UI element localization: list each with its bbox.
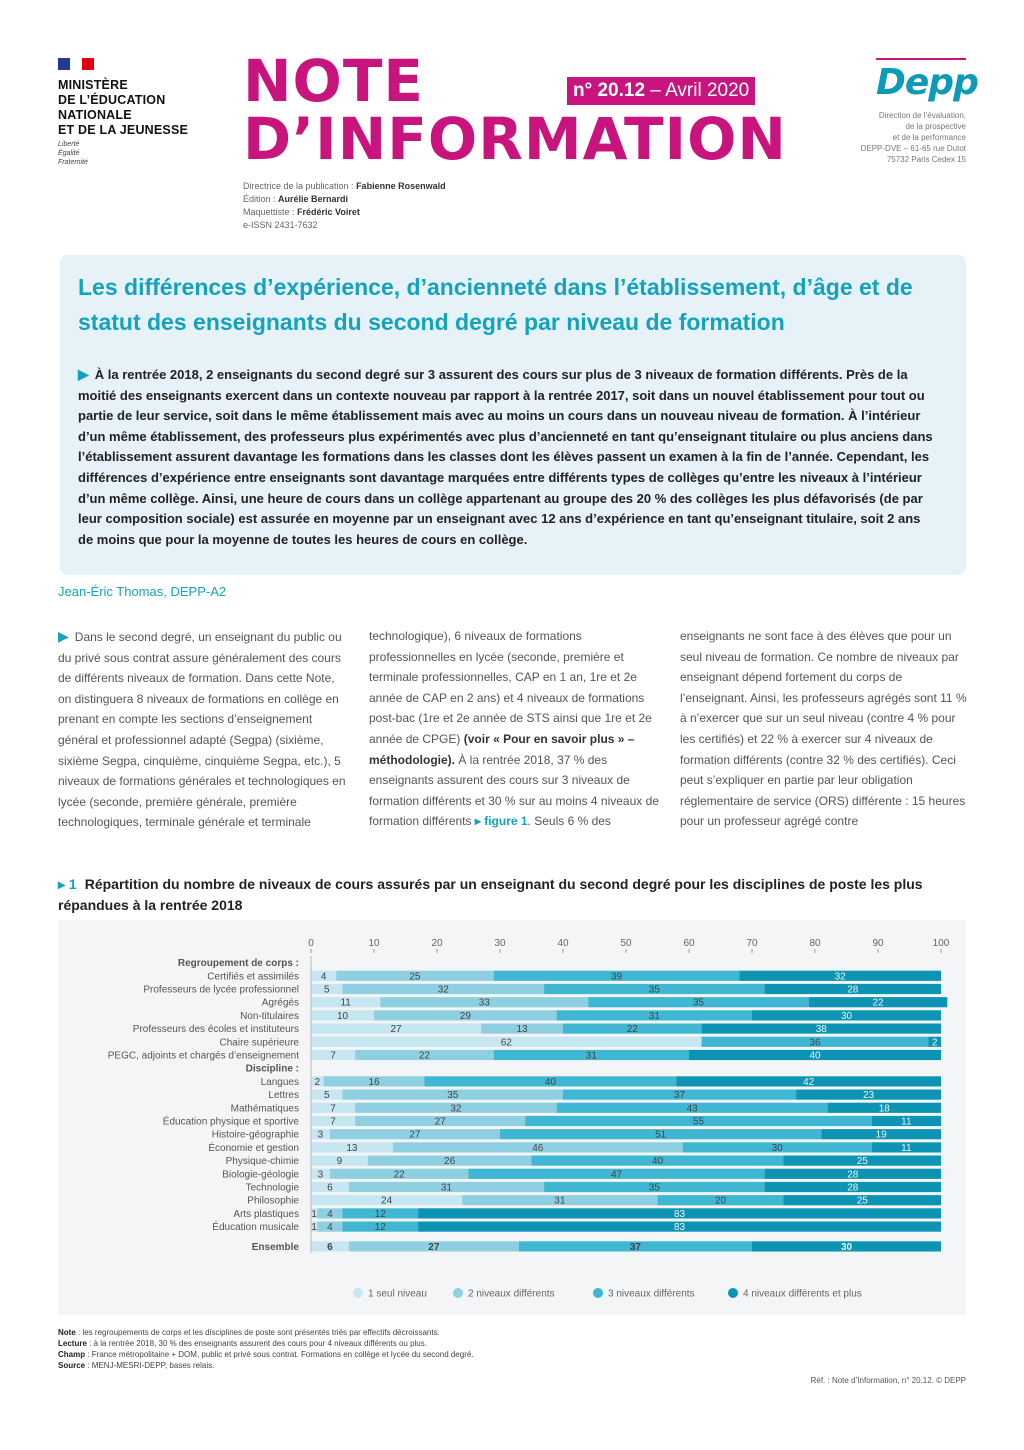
note-label: Note: [58, 1328, 76, 1337]
stacked-bar-chart: [58, 920, 966, 1315]
credit-value: Frédéric Voiret: [297, 207, 360, 217]
legend-swatch: [728, 1288, 738, 1298]
bar-value-label: 47: [610, 1169, 623, 1181]
row-label: Technologie: [245, 1182, 299, 1194]
row-label: Professeurs des écoles et instituteurs: [132, 1024, 299, 1036]
bar-value-label: 51: [655, 1129, 667, 1141]
article-author: Jean-Éric Thomas, DEPP-A2: [58, 584, 227, 599]
credit-label: Édition :: [243, 194, 279, 204]
x-tick-label: 10: [368, 938, 380, 949]
bar-value-label: 11: [901, 1142, 912, 1154]
bar-value-label: 22: [418, 1050, 430, 1062]
bar-value-label: 30: [840, 1241, 853, 1253]
note-line: [58, 1327, 966, 1338]
bar-value-label: 26: [444, 1156, 456, 1168]
bar-value-label: 1: [311, 1208, 317, 1220]
bar-value-label: 28: [847, 1182, 859, 1194]
ministry-line: MINISTÈRE: [58, 78, 128, 92]
bar-value-label: 3: [317, 1169, 324, 1181]
bar-value-label: 6: [327, 1241, 333, 1253]
bar-value-label: 11: [901, 1116, 912, 1128]
credit-label: Maquettiste :: [243, 207, 298, 217]
legend-swatch: [593, 1288, 603, 1298]
bar-value-label: 35: [447, 1090, 459, 1102]
note-label: Champ: [58, 1350, 86, 1359]
bar-value-label: 37: [673, 1090, 686, 1102]
note-line: [58, 1360, 966, 1371]
bar-value-label: 3: [317, 1129, 324, 1141]
address-line: et de la performance: [892, 133, 966, 142]
x-tick-label: 20: [431, 938, 443, 949]
figure-notes: [58, 1327, 966, 1371]
bar-value-label: 7: [330, 1050, 336, 1062]
row-label: Éducation musicale: [212, 1222, 299, 1234]
address-line: DEPP-DVE – 61-65 rue Dutot: [860, 144, 966, 153]
body-column-1: [58, 626, 348, 833]
bar-value-label: 2: [314, 1076, 321, 1088]
bar-value-label: 27: [390, 1024, 402, 1036]
bar-value-label: 32: [834, 971, 846, 983]
bar-value-label: 5: [323, 984, 330, 996]
row-label: Physique-chimie: [225, 1156, 299, 1168]
bar-value-label: 55: [692, 1116, 705, 1128]
row-label: Mathématiques: [230, 1103, 299, 1115]
row-label: Économie et gestion: [208, 1142, 299, 1154]
row-label: Chaire supérieure: [219, 1037, 299, 1049]
bar-value-label: 22: [872, 997, 884, 1009]
bar-value-label: 28: [847, 984, 859, 996]
publication-credits: [243, 180, 446, 232]
bar-value-label: 31: [648, 1010, 660, 1022]
bar-value-label: 12: [374, 1222, 386, 1234]
note-label: Source: [58, 1361, 86, 1370]
figure-1-link[interactable]: ▸ figure 1: [474, 814, 528, 829]
triangle-bullet-icon: ▶: [78, 366, 89, 382]
triangle-bullet-icon: ▶: [58, 628, 69, 644]
publication-title: [243, 47, 787, 173]
x-tick-label: 40: [557, 938, 569, 949]
x-tick-label: 50: [620, 938, 632, 949]
row-label: Ensemble: [251, 1241, 299, 1253]
motto-line: Égalité: [58, 150, 80, 157]
bar-value-label: 4: [320, 971, 327, 983]
bar-value-label: 31: [554, 1195, 566, 1207]
legend-label: 2 niveaux différents: [468, 1288, 555, 1300]
row-label: Langues: [260, 1076, 299, 1088]
column-text: À la rentrée 2018, 37 % des enseignants assurent des cours sur 3 niveaux de formation différents et 30 % sur au moins 4 niveaux de formation différents: [369, 752, 659, 829]
credit-line: [243, 180, 446, 193]
credit-line: [243, 193, 446, 206]
issue-date: – Avril 2020: [645, 80, 750, 101]
legend-label: 3 niveaux différents: [608, 1288, 695, 1300]
bar-value-label: 40: [809, 1050, 821, 1062]
bar-value-label: 16: [368, 1076, 380, 1088]
page-reference: Réf. : Note d’Information, n° 20.12. © DEPP: [810, 1376, 966, 1385]
bar-value-label: 27: [409, 1129, 421, 1141]
bar-value-label: 7: [330, 1103, 336, 1115]
x-tick-label: 30: [494, 938, 506, 949]
credit-line: [243, 219, 446, 232]
bar-value-label: 33: [478, 997, 490, 1009]
bar-value-label: 25: [856, 1195, 868, 1207]
bar-value-label: 13: [516, 1024, 528, 1036]
bar-value-label: 62: [500, 1037, 512, 1049]
bar-value-label: 35: [648, 1182, 660, 1194]
bar-value-label: 20: [714, 1195, 727, 1207]
row-label: Professeurs de lycée professionnel: [143, 984, 299, 996]
row-label: Philosophie: [247, 1195, 299, 1207]
note-text: : à la rentrée 2018, 30 % des enseignants assurent des cours pour 4 niveaux différents ou plus.: [86, 1339, 427, 1348]
bar-value-label: 43: [686, 1103, 698, 1115]
bar-value-label: 4: [327, 1222, 333, 1234]
row-label: Arts plastiques: [233, 1208, 299, 1220]
depp-logo: Depp: [876, 62, 978, 103]
bar-value-label: 25: [856, 1156, 868, 1168]
credit-line: [243, 206, 446, 219]
bar-value-label: 40: [651, 1156, 664, 1168]
x-tick-label: 60: [683, 938, 695, 949]
abstract-text: À la rentrée 2018, 2 enseignants du second degré sur 3 assurent des cours sur plus de 3 niveaux de formation différents. Près de la moitié des enseignants exercent dans un contexte nouveau par rapport à la rentrée 2017, soit dans un nouvel établissement pour tout ou partie de leur service, soit dans le même établissement mais avec au moins un cours dans un nouveau niveau de formation. À l’intérieur d’un même établissement, des professeurs plus expérimentés avec plus d’ancienneté en tant qu’enseignant titulaire ou plus anciens dans l’établissement assurent davantage les formations dans les classes dont les élèves passent un examen à la fin de l’année. Cependant, les différences d’expérience entre enseignants sont davantage marquées entre différents types de collèges qu’entre les niveaux à l’intérieur d’un même collège. Ainsi, une heure de cours dans un collège appartenant au groupe des 20 % des collèges les plus défavorisés (de par leur composition sociale) est assurée en moyenne par un enseignant avec 12 ans d’expérience en tant qu’enseignant titulaire, soit 2 ans de moins que pour la moyenne de toutes les heures de cours en collège.: [78, 367, 933, 547]
depp-divider: [876, 58, 966, 60]
x-tick-label: 80: [809, 938, 821, 949]
bar-value-label: 31: [585, 1050, 597, 1062]
title-line-1: NOTE: [243, 47, 425, 115]
bar-value-label: 30: [840, 1010, 853, 1022]
bar-value-label: 27: [434, 1116, 446, 1128]
motto-line: Fraternité: [58, 159, 88, 166]
group-header-label: Regroupement de corps :: [177, 958, 299, 970]
bar-value-label: 46: [532, 1142, 544, 1154]
group-header-label: Discipline :: [245, 1063, 299, 1075]
bar-value-label: 39: [610, 971, 623, 983]
note-text: : les regroupements de corps et les disciplines de poste sont présentés triés par effectifs décroissants.: [75, 1328, 440, 1337]
row-label: Éducation physique et sportive: [162, 1116, 299, 1128]
bar-value-label: 18: [878, 1103, 890, 1115]
bar-value-label: 2: [931, 1037, 938, 1049]
ministry-line: NATIONALE: [58, 108, 132, 122]
bar-value-label: 7: [330, 1116, 336, 1128]
bar-value-label: 35: [648, 984, 660, 996]
bar-value-label: 32: [437, 984, 449, 996]
method-reference-link[interactable]: (voir « Pour en savoir plus » – méthodologie).: [369, 731, 635, 767]
bar-value-label: 83: [673, 1208, 686, 1220]
row-label: Non-titulaires: [240, 1010, 299, 1022]
bar-value-label: 6: [327, 1182, 333, 1194]
bar-value-label: 28: [847, 1169, 859, 1181]
x-tick-label: 0: [308, 938, 314, 949]
bar-value-label: 13: [346, 1142, 358, 1154]
french-flag-icon: [58, 58, 94, 70]
article-headline: Les différences d’expérience, d’ancienneté dans l’établissement, d’âge et de statut des enseignants du second degré par niveau de formation: [78, 274, 913, 335]
x-tick-label: 90: [872, 938, 884, 949]
issue-badge: [567, 77, 755, 105]
x-tick-label: 70: [746, 938, 758, 949]
row-label: Histoire-géographie: [211, 1129, 299, 1141]
legend-label: 4 niveaux différents et plus: [743, 1288, 862, 1300]
credit-label: e-ISSN 2431-7632: [243, 220, 318, 230]
note-text: : MENJ-MESRI-DEPP, bases relais.: [85, 1361, 215, 1370]
address-line: 75732 Paris Cedex 15: [886, 155, 966, 164]
bar-value-label: 22: [393, 1169, 405, 1181]
figure-title: [58, 874, 968, 916]
bar-value-label: 24: [381, 1195, 393, 1207]
bar-value-label: 10: [336, 1010, 349, 1022]
bar-value-label: 9: [336, 1156, 343, 1168]
bar-value-label: 83: [673, 1222, 686, 1234]
ministry-line: ET DE LA JEUNESSE: [58, 123, 189, 137]
ministry-line: DE L’ÉDUCATION: [58, 93, 166, 107]
note-line: [58, 1349, 966, 1360]
bar-value-label: 4: [327, 1208, 333, 1220]
body-column-2: [369, 626, 659, 832]
bar-value-label: 19: [875, 1129, 887, 1141]
motto-line: Liberté: [58, 141, 80, 148]
article-abstract: [78, 364, 938, 550]
ministry-name: [58, 78, 188, 138]
bar-value-label: 22: [626, 1024, 638, 1036]
figure-number: ▸ 1: [58, 876, 77, 892]
bar-value-label: 37: [629, 1241, 642, 1253]
x-tick-label: 100: [932, 938, 950, 949]
bar-value-label: 30: [771, 1142, 783, 1154]
body-column-3: enseignants ne sont face à des élèves que pour un seul niveau de formation. Ce nombre de niveaux par enseignant dépend fortement du corps de l’enseignant. Ainsi, les professeurs agrégés sont 11 % à n’exercer que sur un seul niveau (contre 4 % pour les certifiés) et 22 % à exercer sur 4 niveaux de formation différents (contre 32 % des certifiés). Ceci peut s’expliquer en partie par leur obligation réglementaire de service (ORS) différente : 15 heures pour un professeur agrégé contre: [680, 629, 967, 829]
bar-value-label: 31: [440, 1182, 453, 1194]
row-label: PEGC, adjoints et chargés d’enseignement: [107, 1050, 299, 1062]
row-label: Certifiés et assimilés: [207, 971, 299, 983]
credit-value: Aurélie Bernardi: [278, 194, 349, 204]
legend-swatch: [453, 1288, 463, 1298]
row-label: Biologie-géologie: [222, 1169, 299, 1181]
bar-value-label: 29: [459, 1010, 471, 1022]
column-text: . Seuls 6 % des: [527, 814, 611, 829]
column-text: technologique), 6 niveaux de formations professionnelles en lycée (seconde, première et terminale professionnelles, CAP en 1 an, 1re et 2e année de CAP en 2 ans) et 4 niveaux de formations post-bac (1re et 2e année de STS ainsi que 1re et 2e année de CPGE): [369, 629, 652, 746]
row-label: Lettres: [268, 1090, 299, 1102]
figure-title-text: Répartition du nombre de niveaux de cours assurés par un enseignant du second degré pour les disciplines de poste les plus répandues à la rentrée 2018: [58, 876, 923, 913]
bar-value-label: 23: [862, 1090, 875, 1102]
title-line-2: D’INFORMATION: [243, 105, 787, 173]
address-line: de la prospective: [905, 122, 966, 131]
credit-value: Fabienne Rosenwald: [356, 181, 446, 191]
credit-label: Directrice de la publication :: [243, 181, 357, 191]
column-text: Dans le second degré, un enseignant du public ou du privé sous contrat assure généralement des cours de différents niveaux de formation. Dans cette Note, on distinguera 8 niveaux de formations en collège en prenant en compte les sections d’enseignement général et professionnel adapté (Segpa) (sixième, sixième Segpa, cinquième, cinquième Segpa, etc.), 5 niveaux de formations générales et technologiques en lycée (seconde, première générale, première technologiques, terminale générale et terminale: [58, 630, 346, 830]
bar-value-label: 40: [544, 1076, 556, 1088]
bar-value-label: 1: [311, 1222, 317, 1234]
issue-number: n° 20.12: [573, 80, 646, 101]
bar-value-label: 35: [692, 997, 705, 1009]
bar-value-label: 25: [409, 971, 421, 983]
bar-value-label: 32: [450, 1103, 462, 1115]
bar-value-label: 42: [803, 1076, 815, 1088]
address-line: Direction de l’évaluation,: [878, 111, 966, 120]
bar-value-label: 36: [809, 1037, 821, 1049]
bar-value-label: 38: [815, 1024, 827, 1036]
legend-swatch: [353, 1288, 363, 1298]
row-label: Agrégés: [261, 997, 299, 1009]
note-label: Lecture: [58, 1339, 87, 1348]
note-line: [58, 1338, 966, 1349]
legend-label: 1 seul niveau: [368, 1288, 427, 1300]
note-text: : France métropolitaine + DOM, public et privé sous contrat. Formations en collège et lycée du second degré.: [85, 1350, 474, 1359]
bar-value-label: 12: [374, 1208, 386, 1220]
bar-value-label: 27: [428, 1241, 440, 1253]
bar-value-label: 5: [323, 1090, 330, 1102]
bar-value-label: 11: [340, 997, 351, 1009]
republic-motto: [58, 140, 88, 167]
depp-address: [820, 110, 966, 165]
